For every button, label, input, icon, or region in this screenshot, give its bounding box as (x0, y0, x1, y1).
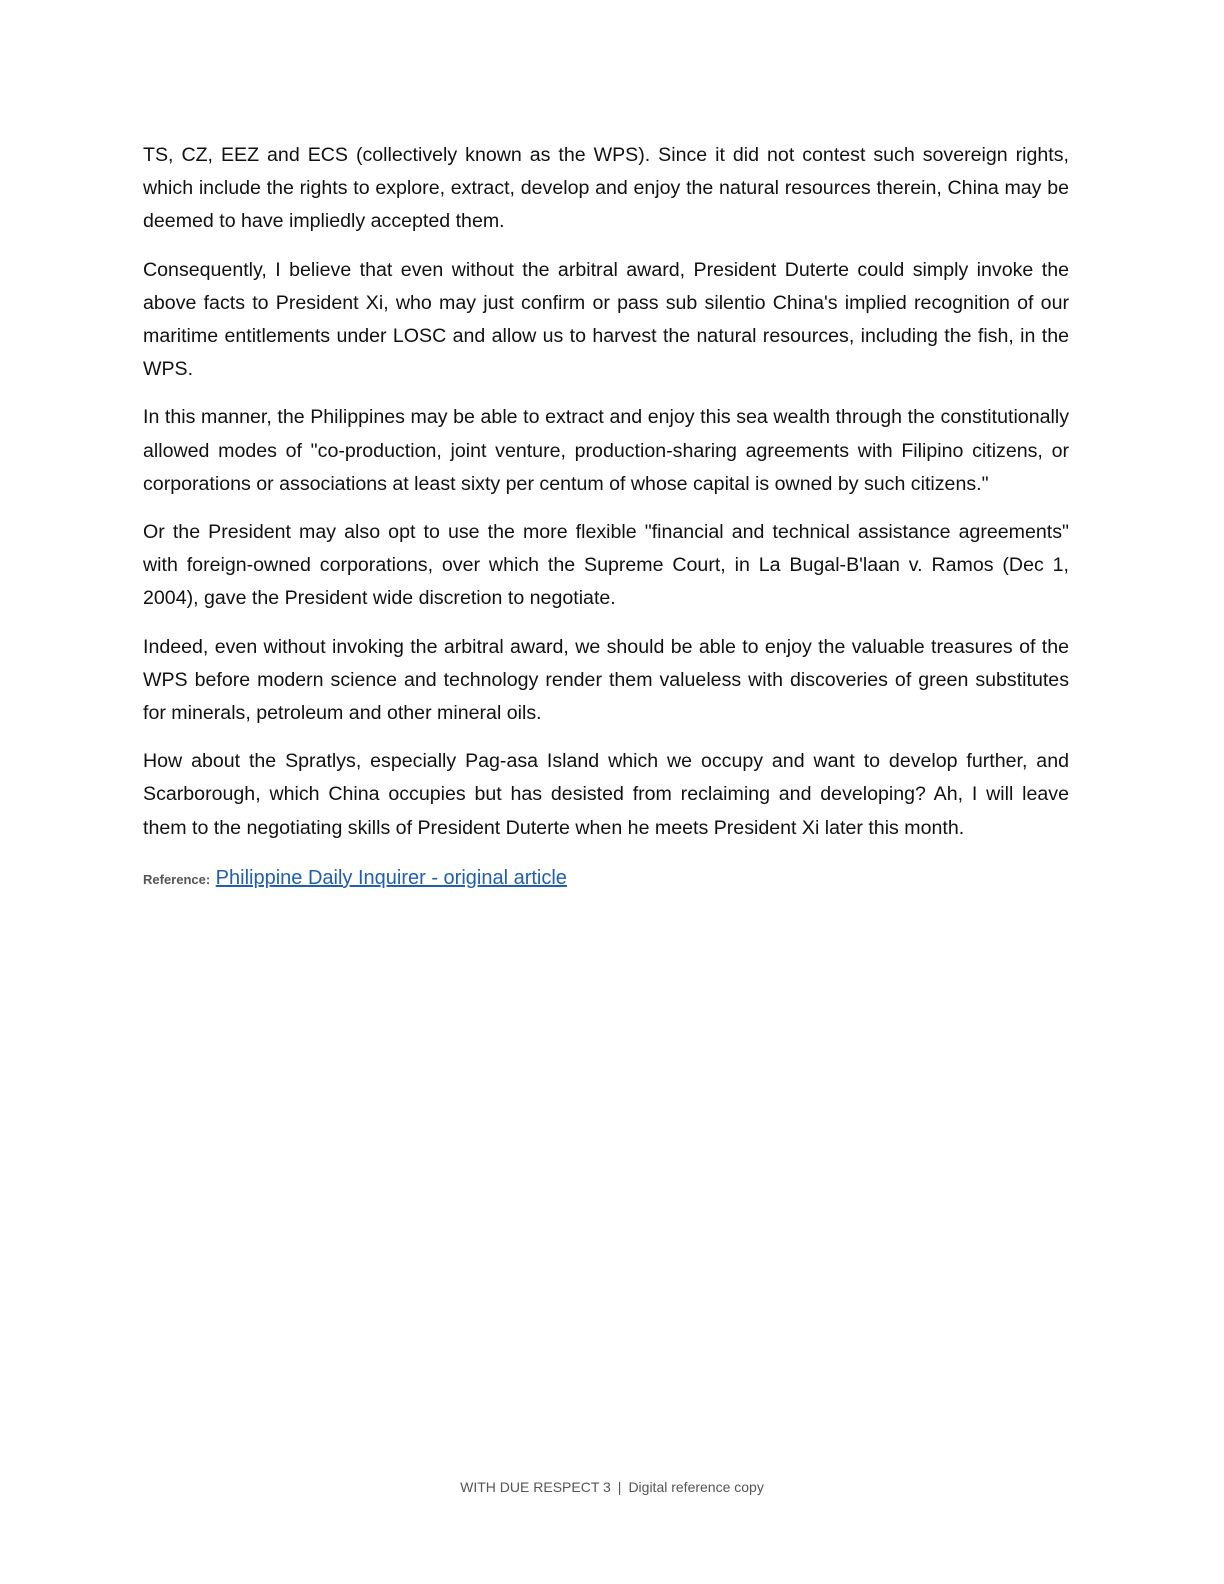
paragraph-5: Indeed, even without invoking the arbitral award, we should be able to enjoy the valuable treasures of the WPS before modern science and technology render them valueless with discoveries of green substitutes for minerals, petroleum and other mineral oils. (143, 635, 1069, 725)
paragraph-6: How about the Spratlys, especially Pag-asa Island which we occupy and want to develop further, and Scarborough, which China occupies but has desisted from reclaiming and developing? Ah, I will leave them to the negotiating skills of President Duterte when he meets President Xi later this month. (143, 750, 1069, 839)
reference-line (143, 863, 1069, 895)
footer-copy-label: Digital reference copy (628, 1479, 764, 1495)
paragraph-1: TS, CZ, EEZ and ECS (collectively known as the WPS). Since it did not contest such sovereign rights, which include the rights to explore, extract, develop and enjoy the natural resources therein, China may be deemed to have impliedly accepted them. (143, 144, 1069, 233)
paragraph-4: Or the President may also opt to use the more flexible "financial and technical assistance agreements" with foreign-owned corporations, over which the Supreme Court, in La Bugal-B'laan v. Ramos (Dec 1, 2004), gave the President wide discretion to negotiate. (143, 521, 1069, 610)
footer-page-label: WITH DUE RESPECT 3 (460, 1479, 611, 1495)
page-footer (0, 1479, 1224, 1495)
document-body (143, 139, 1069, 895)
paragraph-3: In this manner, the Philippines may be able to extract and enjoy this sea wealth through the constitutionally allowed modes of "co-production, joint venture, production-sharing agreements with Filipino citizens, or corporations or associations at least sixty per centum of whose capital is owned by such citizens." (143, 406, 1069, 495)
footer-separator: | (617, 1479, 622, 1495)
paragraph-2: Consequently, I believe that even without the arbitral award, President Duterte could simply invoke the above facts to President Xi, who may just confirm or pass sub silentio China's implied recognition of our maritime entitlements under LOSC and allow us to harvest the natural resources, including the fish, in the WPS. (143, 258, 1069, 381)
reference-label: Reference: (143, 871, 211, 887)
reference-link[interactable]: Philippine Daily Inquirer - original article (215, 866, 567, 889)
